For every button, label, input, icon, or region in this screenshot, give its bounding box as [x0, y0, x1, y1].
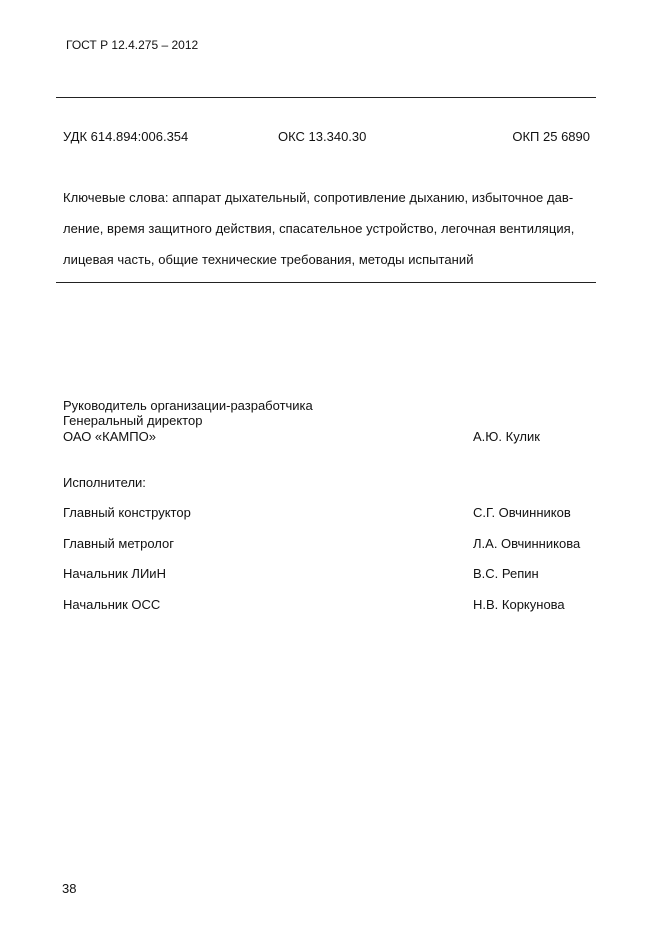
executor-position: Начальник ЛИиН [63, 566, 166, 581]
page-number: 38 [62, 881, 77, 896]
okp-code: ОКП 25 6890 [512, 129, 590, 144]
head-role-line-2: Генеральный директор [63, 413, 203, 428]
keywords-line-3: лицевая часть, общие технические требования, методы испытаний [63, 252, 474, 267]
executor-name: Н.В. Коркунова [473, 597, 565, 612]
top-divider [56, 97, 596, 98]
executor-name: Л.А. Овчинникова [473, 536, 581, 551]
executor-name: В.С. Репин [473, 566, 539, 581]
executor-position: Главный метролог [63, 536, 174, 551]
standard-designation: ГОСТ Р 12.4.275 – 2012 [66, 38, 199, 52]
udk-code: УДК 614.894:006.354 [63, 129, 189, 144]
executors-heading: Исполнители: [63, 475, 146, 490]
head-organization: ОАО «КАМПО» [63, 429, 156, 444]
executor-position: Начальник ОСС [63, 597, 161, 612]
executor-name: С.Г. Овчинников [473, 505, 571, 520]
oks-code: ОКС 13.340.30 [278, 129, 367, 144]
head-role-line-1: Руководитель организации-разработчика [63, 398, 313, 413]
keywords-line-2: ление, время защитного действия, спасательное устройство, легочная вентиляция, [63, 221, 575, 236]
bottom-divider [56, 282, 596, 283]
keywords-line-1: Ключевые слова: аппарат дыхательный, сопротивление дыханию, избыточное дав- [63, 190, 574, 205]
head-name: А.Ю. Кулик [473, 429, 540, 444]
executor-position: Главный конструктор [63, 505, 191, 520]
